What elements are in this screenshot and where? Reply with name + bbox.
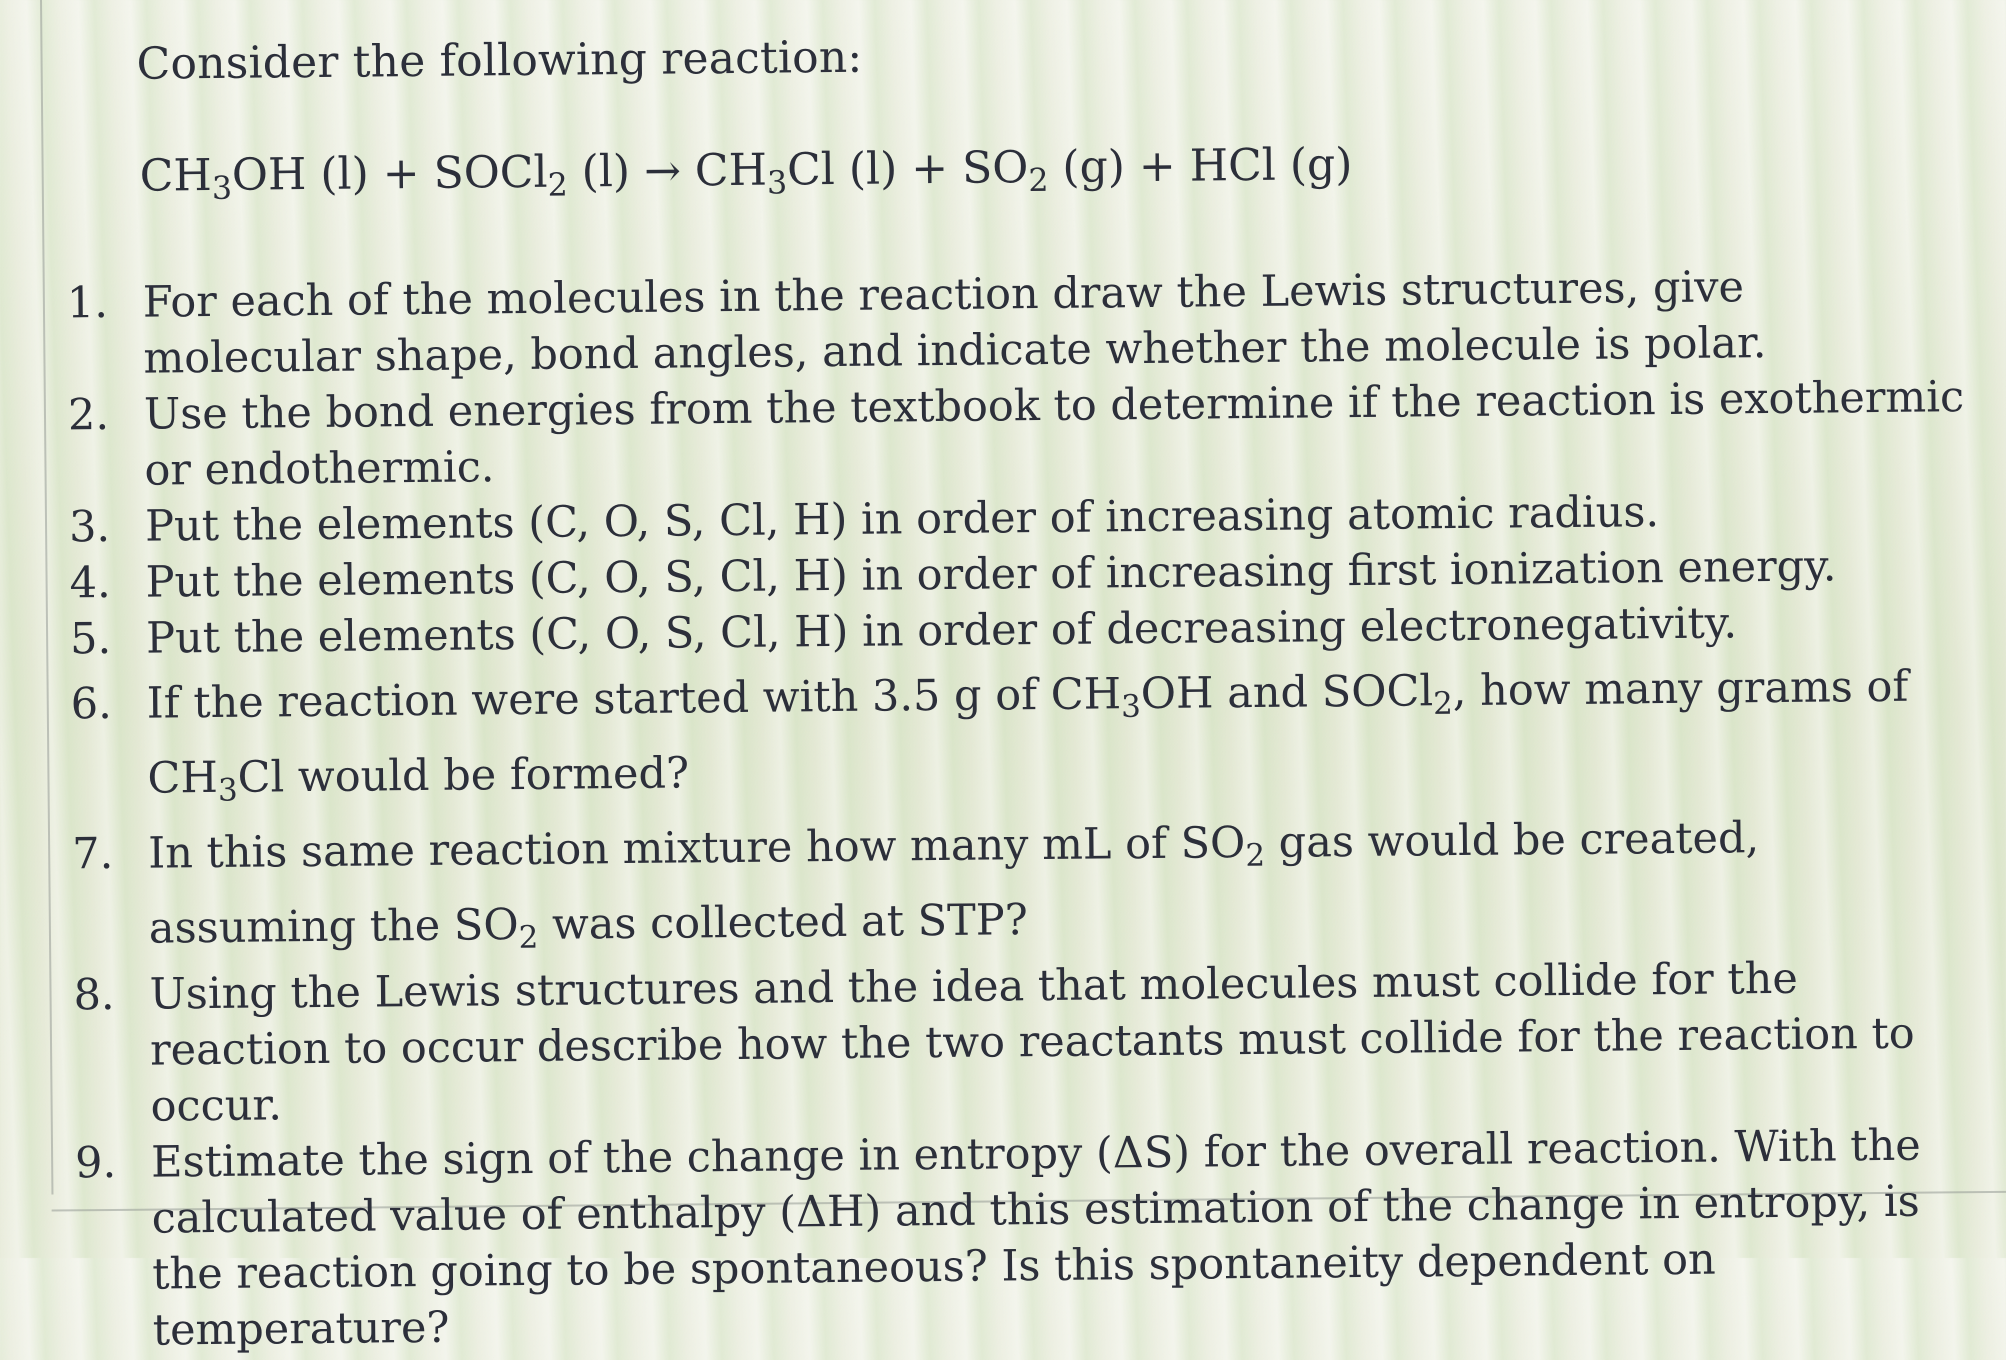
question-text: Use the bond energies from the textbook to determine if the reaction is exothermic or endothermic. [143, 372, 1965, 496]
equation-subscript: 3 [211, 170, 233, 207]
equation-subscript: 3 [766, 165, 788, 202]
equation-part: Cl (l) + SO [786, 142, 1029, 196]
question-number: 3. [68, 501, 111, 553]
question-text-part: Cl would be formed? [237, 748, 690, 803]
equation-part: CH [139, 149, 212, 202]
question-number: 4. [69, 557, 111, 609]
question-subscript: 2 [1433, 685, 1454, 722]
question-text-part: OH and SOCl [1140, 666, 1434, 720]
question-number: 5. [69, 613, 112, 665]
question-number: 7. [71, 828, 114, 880]
question-list [67, 257, 1977, 1359]
question-item-7 [72, 799, 1973, 967]
equation-part: (l) → CH [567, 144, 768, 198]
question-text: Using the Lewis structures and the idea that molecules must collide for the reaction to occur describe how the two reactants must collide for the reaction to occur. [149, 953, 1915, 1132]
question-item-9 [75, 1117, 1977, 1359]
question-text: Put the elements (C, O, S, Cl, H) in order of decreasing electronegativity. [145, 598, 1738, 664]
page-border-left [40, 0, 53, 1195]
question-item-6 [70, 649, 1971, 817]
question-text [146, 649, 1971, 817]
question-subscript: 3 [217, 772, 238, 809]
question-number: 1. [66, 277, 109, 329]
question-text-part: was collected at STP? [538, 895, 1028, 950]
question-number: 9. [74, 1137, 117, 1189]
question-subscript: 2 [1245, 837, 1266, 874]
reaction-equation [139, 139, 1353, 207]
equation-subscript: 2 [547, 167, 568, 204]
question-text-part: If the reaction were started with 3.5 g of CH [146, 669, 1122, 729]
question-item-2 [68, 369, 1969, 499]
question-subscript: 3 [1121, 688, 1142, 725]
question-text-part: gas would be created, assuming the SO [148, 813, 1760, 954]
question-number: 8. [73, 969, 115, 1021]
question-text: Put the elements (C, O, S, Cl, H) in order of increasing first ionization energy. [145, 541, 1837, 608]
question-text [148, 799, 1973, 967]
question-number: 2. [67, 389, 110, 441]
equation-part: OH (l) + SOCl [231, 146, 548, 201]
intro-text: Consider the following reaction: [136, 31, 863, 90]
question-text-part: In this same reaction mixture how many mL of SO [147, 818, 1246, 879]
equation-part: (g) + HCl (g) [1048, 139, 1353, 193]
question-text: Put the elements (C, O, S, Cl, H) in order of increasing atomic radius. [144, 487, 1660, 552]
question-text: Estimate the sign of the change in entropy (ΔS) for the overall reaction. With the calculated value of enthalpy (ΔH) and this estimation of the change in entropy, is the reaction going to be spontaneous? Is this spontaneity dependent on temperature? [150, 1120, 1921, 1356]
question-subscript: 2 [518, 919, 539, 956]
question-text-part: , how many grams of CH [147, 661, 1909, 804]
question-number: 6. [70, 678, 113, 730]
equation-subscript: 2 [1028, 162, 1049, 199]
question-item-1 [67, 257, 1968, 387]
question-text: For each of the molecules in the reaction draw the Lewis structures, give molecular shape, bond angles, and indicate whether the molecule is polar. [142, 262, 1767, 384]
question-item-8 [73, 949, 1975, 1135]
